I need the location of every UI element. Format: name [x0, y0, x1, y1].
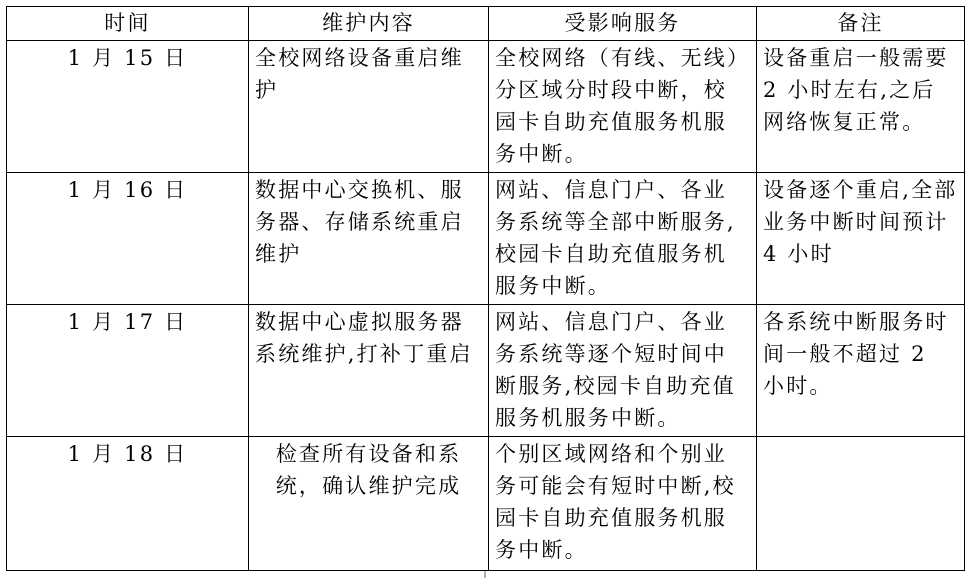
table-header	[7, 7, 965, 41]
maintenance-schedule-table	[6, 6, 965, 571]
table-row	[7, 41, 965, 173]
row-task-cell: 数据中心交换机、服务器、存储系统重启维护	[249, 173, 489, 305]
row-time-cell: 1 月 17 日	[7, 305, 249, 437]
row-task-cell: 全校网络设备重启维护	[249, 41, 489, 173]
row-time-cell: 1 月 16 日	[7, 173, 249, 305]
row-impact-cell: 全校网络（有线、无线）分区域分时段中断，校园卡自助充值服务机服务中断。	[489, 41, 757, 173]
row-impact-cell: 网站、信息门户、各业务系统等逐个短时间中断服务,校园卡自助充值服务机服务中断。	[489, 305, 757, 437]
table-row	[7, 437, 965, 571]
row-note-cell: 设备逐个重启,全部业务中断时间预计 4 小时	[757, 173, 965, 305]
table-row	[7, 305, 965, 437]
text-cursor-mark	[484, 571, 486, 578]
row-impact-cell: 网站、信息门户、各业务系统等全部中断服务,校园卡自助充值服务机服务中断。	[489, 173, 757, 305]
header-time: 时间	[7, 7, 249, 41]
row-note-cell: 各系统中断服务时间一般不超过 2 小时。	[757, 305, 965, 437]
header-impact: 受影响服务	[489, 7, 757, 41]
header-note: 备注	[757, 7, 965, 41]
row-note-cell	[757, 437, 965, 571]
row-task-cell: 数据中心虚拟服务器系统维护,打补丁重启	[249, 305, 489, 437]
row-impact-cell: 个别区域网络和个别业务可能会有短时中断,校园卡自助充值服务机服务中断。	[489, 437, 757, 571]
row-task-cell: 检查所有设备和系统，确认维护完成	[249, 437, 489, 571]
table-row	[7, 173, 965, 305]
row-time-cell: 1 月 15 日	[7, 41, 249, 173]
header-row	[7, 7, 965, 41]
header-task: 维护内容	[249, 7, 489, 41]
row-time-cell: 1 月 18 日	[7, 437, 249, 571]
row-note-cell: 设备重启一般需要 2 小时左右,之后网络恢复正常。	[757, 41, 965, 173]
table-body	[7, 41, 965, 571]
